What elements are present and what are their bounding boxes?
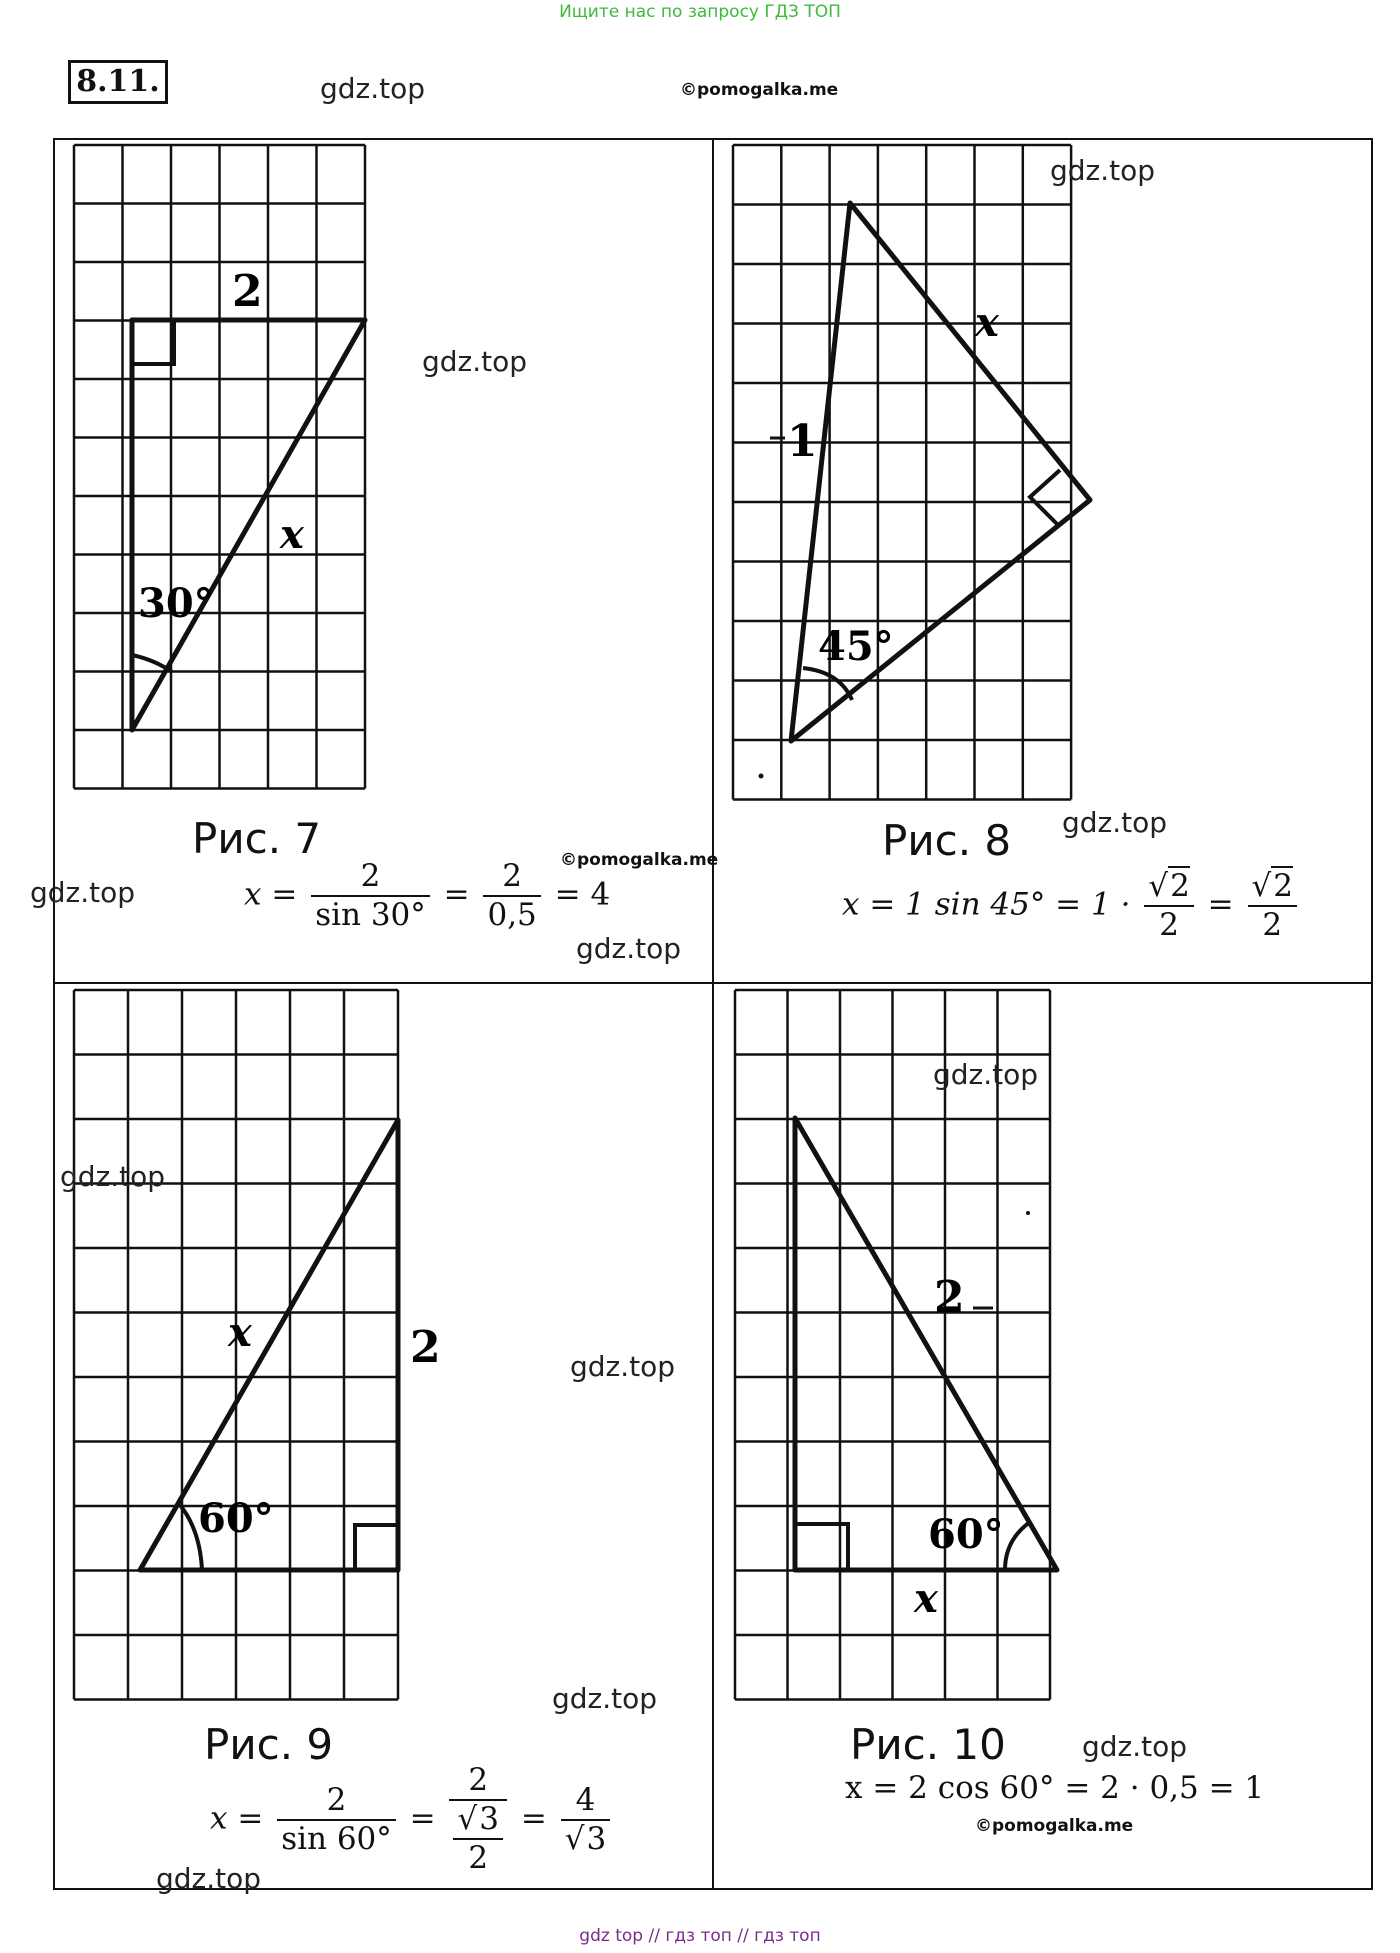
watermark: gdz.top [422,345,528,378]
figure-10-label-hyp: 2 [934,1272,965,1323]
figure-8-label-angle: 45° [818,623,894,670]
figure-9-label-right: 2 [410,1322,441,1373]
figure-7-formula: x = $\frac{2}{\sin 30^\circ}$ = $\frac{2}{0,5}$ = 4 [244,858,611,934]
watermark: gdz.top [60,1160,166,1193]
problem-number: 8.11. [68,60,168,104]
figure-10-label-bottom: x [914,1575,938,1622]
footer: gdz top // гдз топ // гдз топ [579,1926,821,1946]
watermark: gdz.top [320,72,426,105]
figure-9-formula: x = $\frac{2}{\sin 60^\circ}$ = $\frac{2}{\frac{√3}{2}}$ = $\frac{4}{√3}$ [210,1762,614,1878]
watermark: gdz.top [552,1682,658,1715]
copyright: ©pomogalka.me [560,850,719,870]
top-banner: Ищите нас по запросу ГДЗ ТОП [559,2,841,22]
figure-8-label-hyp: x [975,299,999,346]
watermark: gdz.top [570,1350,676,1383]
figure-10-caption: Рис. 10 [850,1720,1006,1769]
figure-8-caption: Рис. 8 [882,816,1012,865]
figure-9-caption: Рис. 9 [204,1720,334,1769]
watermark: gdz.top [156,1862,262,1895]
figure-10-triangle [795,1118,1057,1570]
figure-7-label-angle: 30° [138,580,214,627]
copyright: ©pomogalka.me [975,1816,1134,1836]
watermark: gdz.top [1082,1730,1188,1763]
figure-7-label-hyp: x [280,511,304,558]
watermark: gdz.top [1050,154,1156,187]
figure-10-angle-arc [1005,1522,1030,1570]
watermark: gdz.top [576,932,682,965]
figure-8-label-left: 1 [787,416,818,467]
figure-10-formula: x = 2 cos 60° = 2 · 0,5 = 1 [845,1770,1265,1806]
watermark: gdz.top [1062,806,1168,839]
figure-7-caption: Рис. 7 [192,814,322,863]
watermark: gdz.top [30,876,136,909]
copyright: ©pomogalka.me [680,80,839,100]
figure-9-label-hyp: x [228,1309,252,1356]
figure-7-label-top: 2 [232,266,263,317]
figure-8-formula: x = 1 sin 45° = 1 · $\frac{√2}{2}$ = $\frac{√2}{2}$ [842,868,1301,944]
figure-9-label-angle: 60° [198,1495,274,1542]
figure-10-label-angle: 60° [928,1511,1004,1558]
watermark: gdz.top [933,1058,1039,1091]
